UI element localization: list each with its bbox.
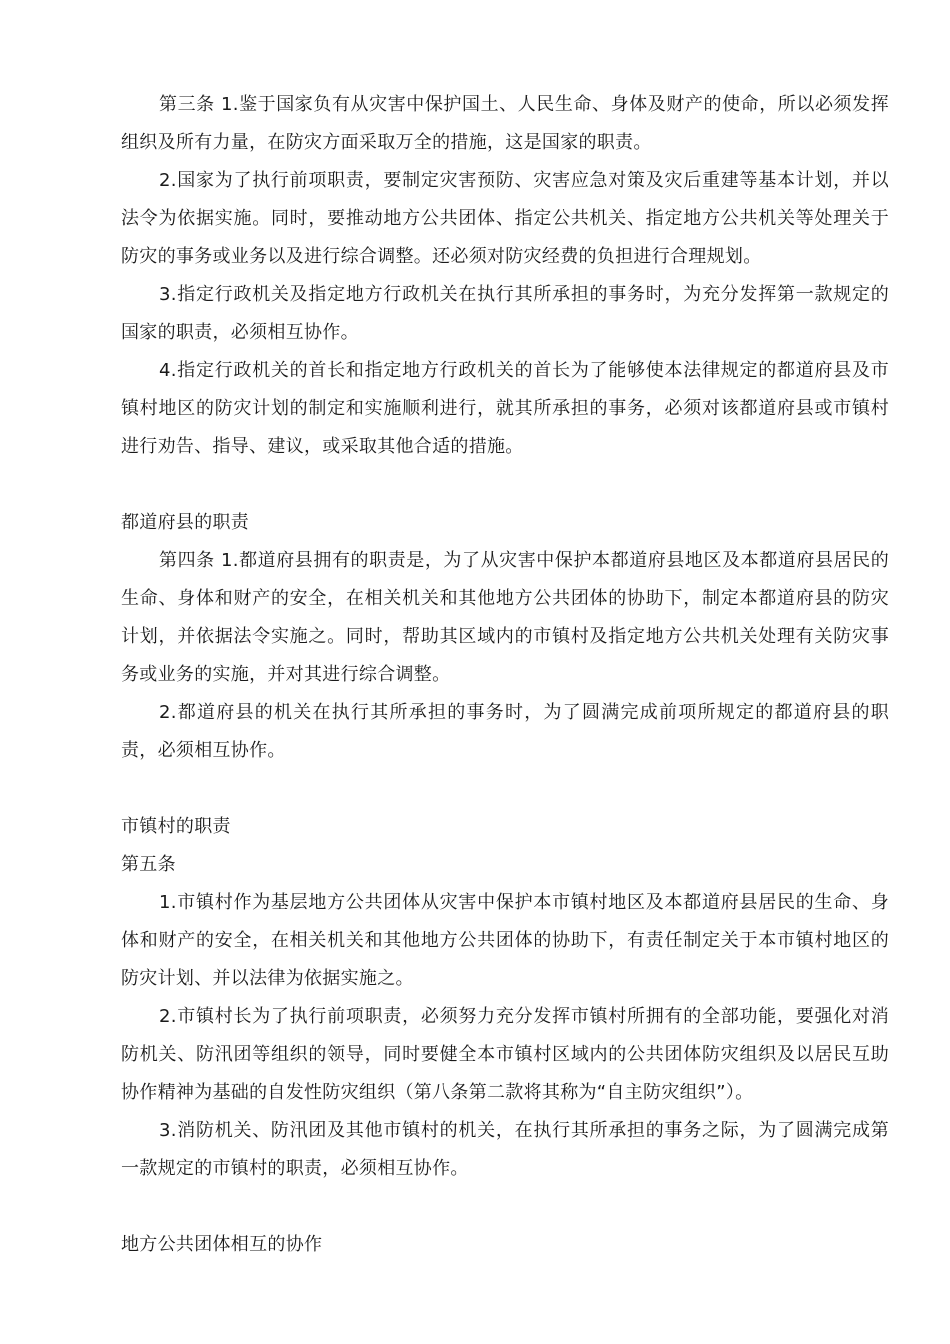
article5-paragraph-2: 2.市镇村长为了执行前项职责，必须努力充分发挥市镇村所拥有的全部功能，要强化对消防机关、防汛团等组织的领导，同时要健全本市镇村区域内的公共团体防灾组织及以居民互助协作精神为基础的自发性防灾组织（第八条第二款将其称为“自主防灾组织”）。 bbox=[121, 1006, 889, 1103]
article5-title: 第五条 bbox=[121, 854, 176, 875]
document-page bbox=[121, 86, 889, 1264]
article4-paragraph-1: 第四条 1.都道府县拥有的职责是，为了从灾害中保护本都道府县地区及本都道府县居民的生命、身体和财产的安全，在相关机关和其他地方公共团体的协助下，制定本都道府县的防灾计划，并依据法令实施之。同时，帮助其区域内的市镇村及指定地方公共机关处理有关防灾事务或业务的实施，并对其进行综合调整。 bbox=[121, 550, 889, 685]
article3-paragraph-3: 3.指定行政机关及指定地方行政机关在执行其所承担的事务时，为充分发挥第一款规定的国家的职责，必须相互协作。 bbox=[121, 284, 889, 343]
article3-paragraph-1: 第三条 1.鉴于国家负有从灾害中保护国土、人民生命、身体及财产的使命，所以必须发挥组织及所有力量，在防灾方面采取万全的措施，这是国家的职责。 bbox=[121, 94, 889, 153]
section-spacer bbox=[121, 770, 889, 808]
section-spacer bbox=[121, 1188, 889, 1226]
section-spacer bbox=[121, 466, 889, 504]
section-heading-municipality: 市镇村的职责 bbox=[121, 816, 231, 837]
article3-paragraph-4: 4.指定行政机关的首长和指定地方行政机关的首长为了能够使本法律规定的都道府县及市镇村地区的防灾计划的制定和实施顺利进行，就其所承担的事务，必须对该都道府县或市镇村进行劝告、指导、建议，或采取其他合适的措施。 bbox=[121, 360, 889, 457]
article3-paragraph-2: 2.国家为了执行前项职责，要制定灾害预防、灾害应急对策及灾后重建等基本计划，并以法令为依据实施。同时，要推动地方公共团体、指定公共机关、指定地方公共机关等处理关于防灾的事务或业务以及进行综合调整。还必须对防灾经费的负担进行合理规划。 bbox=[121, 170, 889, 267]
section-heading-prefecture: 都道府县的职责 bbox=[121, 512, 250, 533]
article4-paragraph-2: 2.都道府县的机关在执行其所承担的事务时，为了圆满完成前项所规定的都道府县的职责，必须相互协作。 bbox=[121, 702, 889, 761]
article5-paragraph-1: 1.市镇村作为基层地方公共团体从灾害中保护本市镇村地区及本都道府县居民的生命、身体和财产的安全，在相关机关和其他地方公共团体的协助下，有责任制定关于本市镇村地区的防灾计划、并以法律为依据实施之。 bbox=[121, 892, 889, 989]
article5-paragraph-3: 3.消防机关、防汛团及其他市镇村的机关，在执行其所承担的事务之际，为了圆满完成第一款规定的市镇村的职责，必须相互协作。 bbox=[121, 1120, 889, 1179]
section-heading-cooperation: 地方公共团体相互的协作 bbox=[121, 1234, 323, 1255]
